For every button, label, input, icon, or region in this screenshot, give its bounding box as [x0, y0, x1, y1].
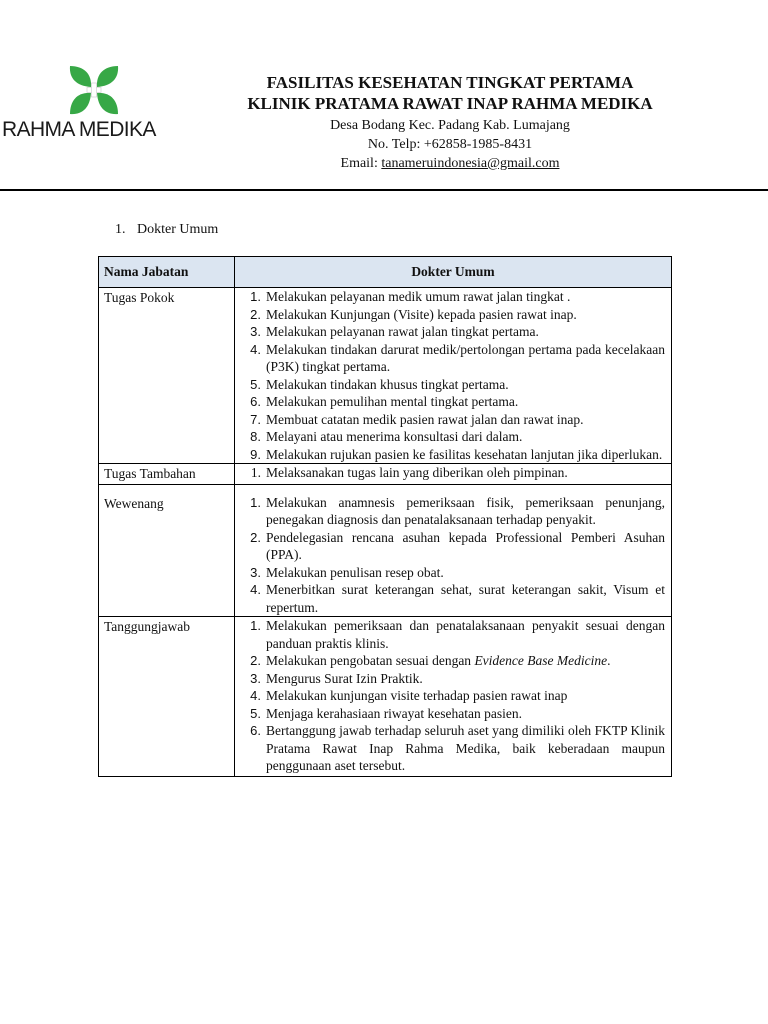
header-phone: No. Telp: +62858-1985-8431	[367, 137, 533, 152]
list-item: 4. Melakukan kunjungan visite terhadap pasien rawat inap	[250, 688, 568, 703]
table-row	[99, 464, 672, 485]
list-item: 2. Pendelegasian rencana asuhan kepada Professional Pemberi Asuhan (PPA).	[250, 529, 665, 562]
header-job-title: Dokter Umum	[235, 257, 672, 288]
list-item: 1. Melakukan pemeriksaan dan penatalaksanaan penyakit sesuai dengan panduan praktis klinis.	[250, 618, 665, 651]
list-item: 3. Mengurus Surat Izin Praktik.	[250, 670, 423, 686]
table-row	[99, 617, 672, 777]
tanggungjawab-list	[235, 617, 665, 775]
list-item: 8. Melayani atau menerima konsultasi dari dalam.	[250, 429, 523, 444]
list-item: 6. Bertanggung jawab terhadap seluruh aset yang dimiliki oleh FKTP Klinik Pratama Rawat Inap Rahma Medika, baik keberadaan maupun penggunaan aset tersebut.	[250, 723, 665, 773]
row-label: Tugas Pokok	[99, 288, 235, 464]
email-link[interactable]: tanameruindonesia@gmail.com	[381, 156, 560, 171]
header-email-line	[210, 154, 690, 173]
header-clinic-name: KLINIK PRATAMA RAWAT INAP RAHMA MEDIKA	[247, 94, 653, 113]
list-item: 2. Melakukan Kunjungan (Visite) kepada pasien rawat inap.	[250, 306, 577, 322]
email-label: Email:	[340, 156, 382, 171]
header-divider	[0, 189, 768, 191]
tugas-tambahan-list	[235, 464, 665, 482]
row-label: Tanggungjawab	[99, 617, 235, 777]
row-content	[235, 464, 672, 485]
list-item: 5. Melakukan tindakan khusus tingkat pertama.	[250, 376, 509, 392]
section-title: Dokter Umum	[137, 222, 219, 237]
table-header-row	[99, 257, 672, 288]
clover-cross-icon	[0, 62, 200, 118]
list-item: 4. Melakukan tindakan darurat medik/pertolongan pertama pada kecelakaan (P3K) tingkat pertama.	[250, 341, 665, 374]
clinic-logo	[0, 62, 200, 147]
wewenang-list	[235, 494, 665, 617]
list-item: 3. Melakukan penulisan resep obat.	[250, 564, 444, 580]
section-heading	[115, 222, 218, 238]
letterhead	[210, 72, 690, 173]
section-number: 1.	[115, 222, 126, 237]
list-item: 1. Melaksanakan tugas lain yang diberikan oleh pimpinan.	[250, 465, 568, 480]
logo-wordmark: RAHMA MEDIKA	[2, 118, 156, 141]
header-nama-jabatan: Nama Jabatan	[99, 257, 235, 288]
list-item: 1. Melakukan anamnesis pemeriksaan fisik, pemeriksaan penunjang, penegakan diagnosis dan penatalaksanaan terhadap penyakit.	[250, 494, 665, 527]
row-label: Wewenang	[99, 484, 235, 617]
list-item: 5. Menjaga kerahasiaan riwayat kesehatan pasien.	[250, 705, 523, 721]
header-facility-type: FASILITAS KESEHATAN TINGKAT PERTAMA	[266, 73, 634, 92]
row-content	[235, 617, 672, 777]
table-row	[99, 484, 672, 617]
list-item: 2. Melakukan pengobatan sesuai dengan Evidence Base Medicine.	[250, 653, 611, 668]
table-row	[99, 288, 672, 464]
list-item: 7. Membuat catatan medik pasien rawat jalan dan rawat inap.	[250, 411, 584, 427]
row-label: Tugas Tambahan	[99, 464, 235, 485]
list-item: 4. Menerbitkan surat keterangan sehat, surat keterangan sakit, Visum et repertum.	[250, 582, 665, 615]
row-content	[235, 288, 672, 464]
list-item: 1. Melakukan pelayanan medik umum rawat jalan tingkat .	[250, 289, 571, 304]
row-content	[235, 484, 672, 617]
tugas-pokok-list	[235, 288, 665, 463]
list-item: 3. Melakukan pelayanan rawat jalan tingkat pertama.	[250, 324, 539, 339]
evidence-base-medicine-term: Evidence Base Medicine	[474, 653, 608, 668]
list-item: 9. Melakukan rujukan pasien ke fasilitas kesehatan lanjutan jika diperlukan.	[250, 446, 663, 462]
header-address: Desa Bodang Kec. Padang Kab. Lumajang	[330, 118, 570, 133]
job-description-table	[98, 256, 672, 777]
list-item: 6. Melakukan pemulihan mental tingkat pertama.	[250, 394, 519, 409]
